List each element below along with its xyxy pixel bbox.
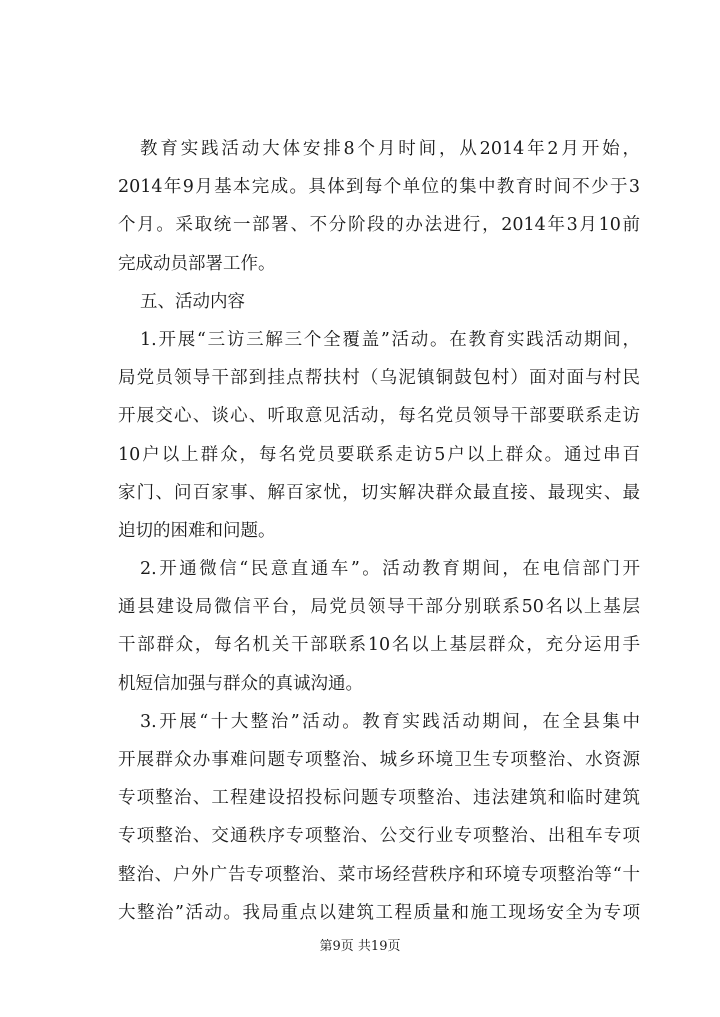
text-line: 家门、问百家事、解百家忧，切实解决群众最直接、最现实、最 bbox=[118, 482, 640, 503]
text-line: 2.开通微信“民意直通车”。活动教育期间，在电信部门开 bbox=[140, 559, 640, 580]
text-line: 完成动员部署工作。 bbox=[118, 253, 276, 274]
text-line: 1.开展“三访三解三个全覆盖”活动。在教育实践活动期间， bbox=[140, 329, 640, 350]
text-line: 大整治”活动。我局重点以建筑工程质量和施工现场安全为专项 bbox=[118, 902, 640, 923]
page-number-footer: 第9页 共19页 bbox=[319, 939, 401, 954]
text-line: 通县建设局微信平台，局党员领导干部分别联系50名以上基层 bbox=[118, 597, 640, 618]
text-line: 3.开展“十大整治”活动。教育实践活动期间，在全县集中 bbox=[140, 711, 640, 732]
text-line: 个月。采取统一部署、不分阶段的办法进行，2014年3月10前 bbox=[118, 215, 640, 236]
text-line: 整治、户外广告专项整治、菜市场经营秩序和环境专项整治等“十 bbox=[118, 864, 640, 885]
text-line: 局党员领导干部到挂点帮扶村（乌泥镇铜鼓包村）面对面与村民 bbox=[118, 368, 640, 389]
body-text bbox=[118, 130, 640, 932]
text-line: 迫切的困难和问题。 bbox=[118, 520, 276, 541]
text-line: 开展群众办事难问题专项整治、城乡环境卫生专项整治、水资源 bbox=[118, 750, 640, 770]
text-line: 2014年9月基本完成。具体到每个单位的集中教育时间不少于3 bbox=[118, 177, 640, 198]
section-heading: 五、活动内容 bbox=[140, 291, 245, 312]
text-line: 专项整治、交通秩序专项整治、公交行业专项整治、出租车专项 bbox=[118, 826, 640, 847]
text-line: 10户以上群众，每名党员要联系走访5户以上群众。通过串百 bbox=[118, 444, 640, 465]
text-line: 干部群众，每名机关干部联系10名以上基层群众，充分运用手 bbox=[118, 635, 640, 656]
text-line: 开展交心、谈心、听取意见活动，每名党员领导干部要联系走访 bbox=[118, 406, 640, 427]
text-line: 教育实践活动大体安排8个月时间，从2014年2月开始， bbox=[140, 139, 640, 159]
text-line: 机短信加强与群众的真诚沟通。 bbox=[118, 673, 363, 694]
text-line: 专项整治、工程建设招投标问题专项整治、违法建筑和临时建筑 bbox=[118, 788, 640, 809]
